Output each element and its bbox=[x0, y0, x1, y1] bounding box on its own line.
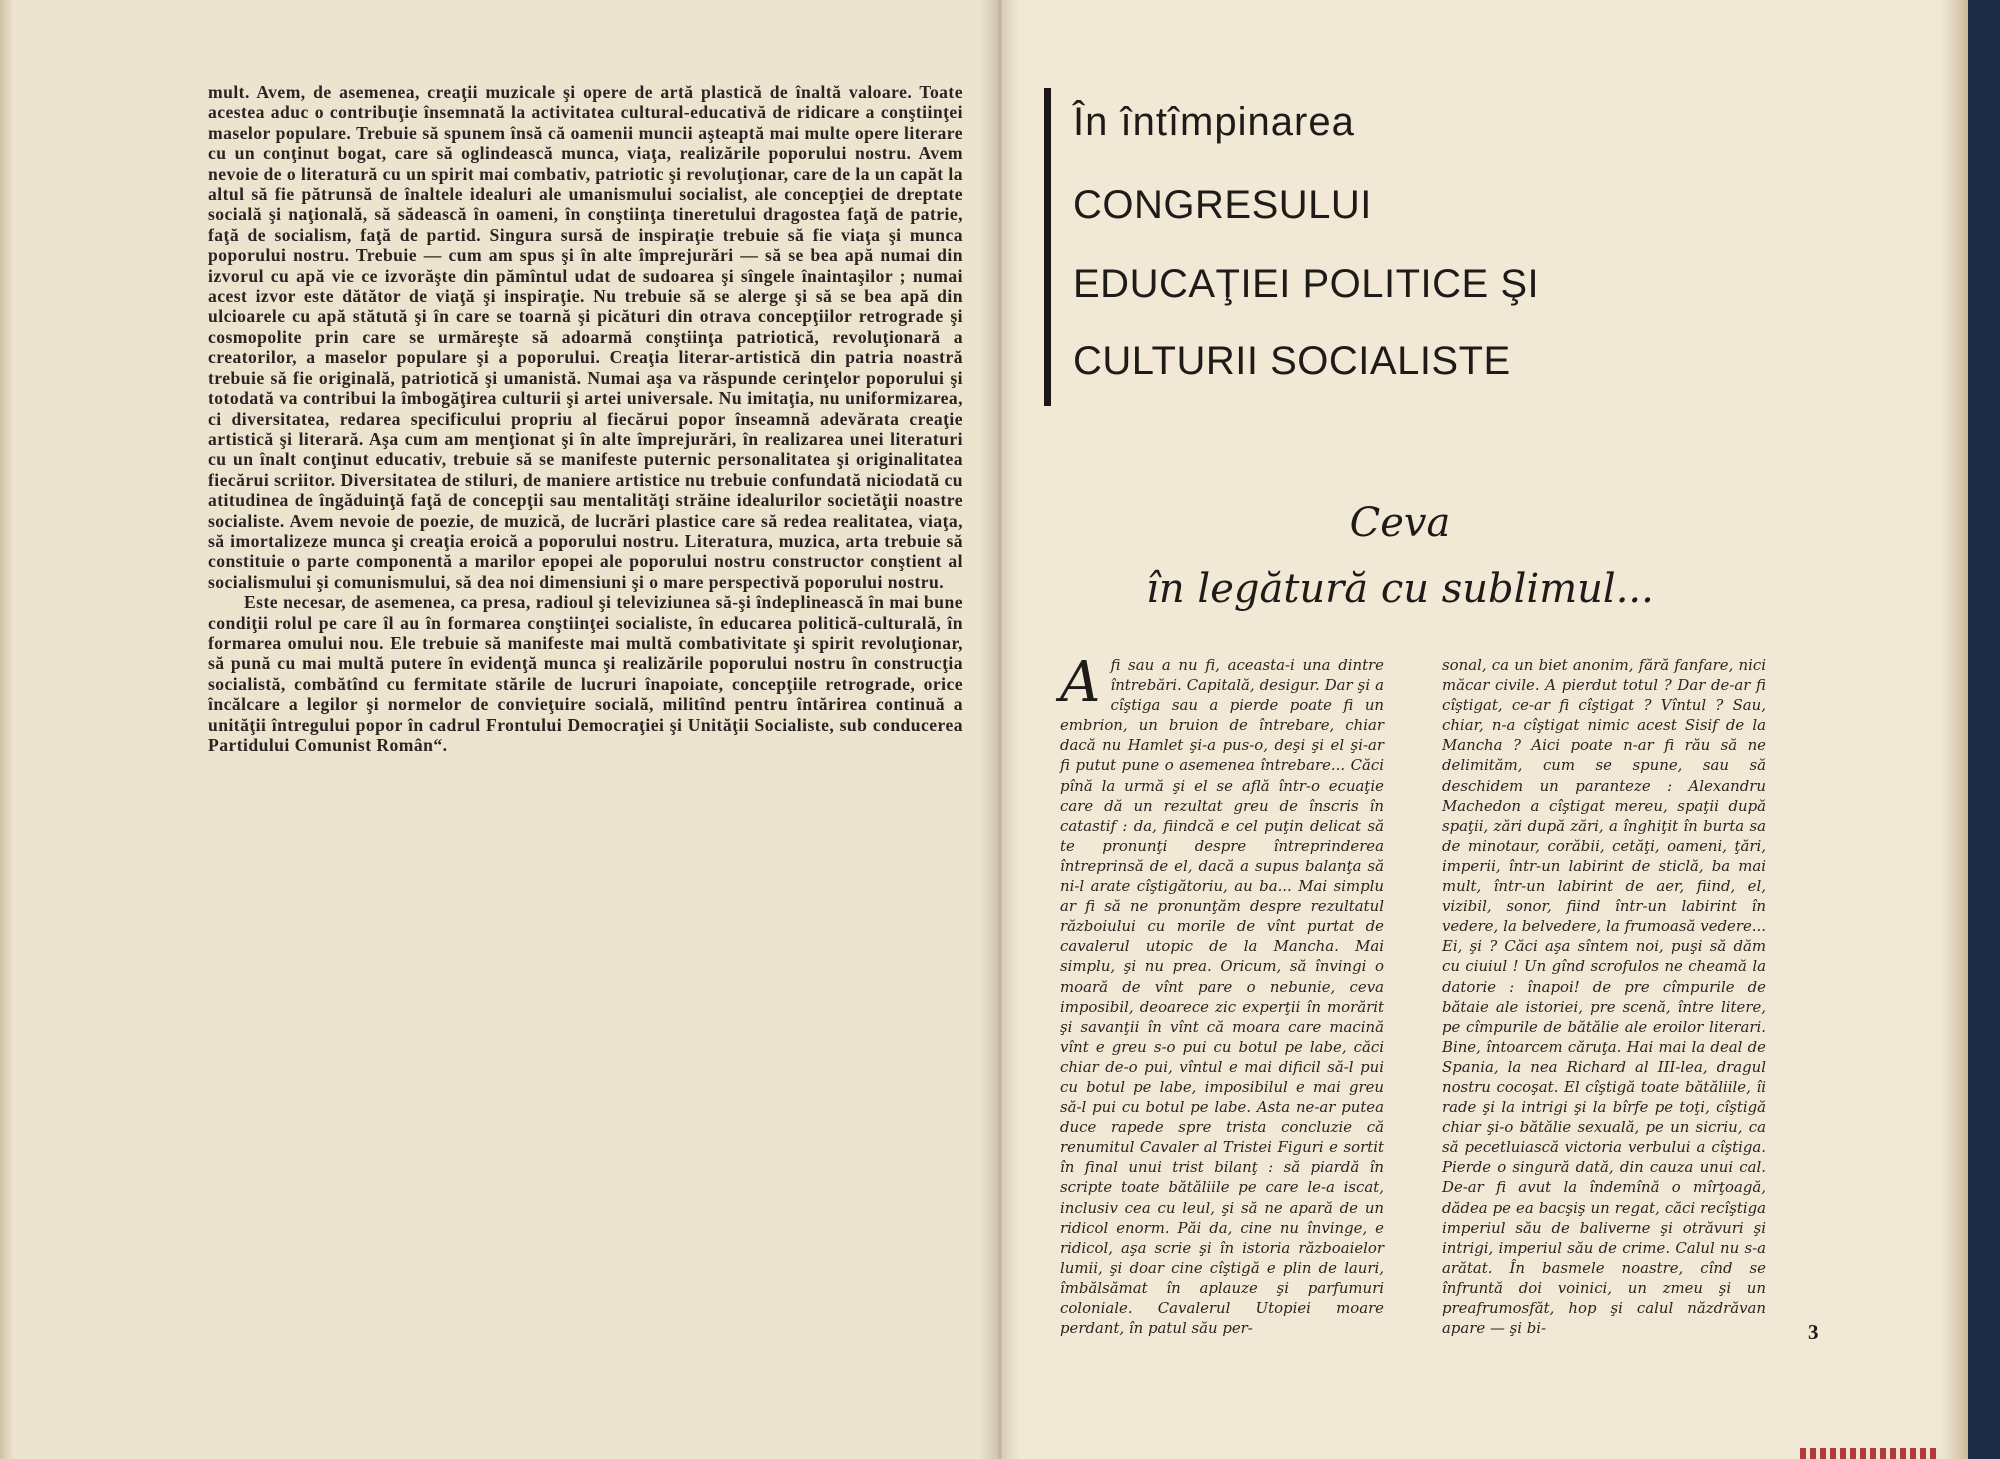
heading-line-3: EDUCAŢIEI POLITICE ŞI bbox=[1073, 262, 1540, 306]
heading-line-1: În întîmpinarea bbox=[1073, 100, 1355, 144]
book-binding bbox=[1968, 0, 2000, 1459]
paragraph: Este necesar, de asemenea, ca presa, radioul şi televiziunea să-şi îndeplinească în mai bune condiţii rolul pe care îl au în formarea conştiinţei socialiste, în educarea politică-culturală, în formarea omului nou. Ele trebuie să manifeste mai multă combativitate şi spirit revoluţionar, să pună cu mai multă putere în evidenţă munca şi realizările poporului nostru în construcţia socialistă, combătînd cu fermitate stările de lucruri înapoiate, concepţiile retrograde, orice încălcare a legilor şi normelor de convieţuire socială, militînd pentru întărirea continuă a unităţii întregului popor în cadrul Frontului Democraţiei şi Unităţii Socialiste, sub conducerea Partidului Comunist Român“. bbox=[208, 592, 963, 755]
heading-line-4: CULTURII SOCIALISTE bbox=[1073, 339, 1511, 383]
article-column-1 bbox=[1060, 650, 1384, 1338]
article-column-2 bbox=[1442, 655, 1766, 1338]
page-number: 3 bbox=[1808, 1320, 1819, 1344]
column-text: fi sau a nu fi, aceasta-i una dintre întrebări. Capitală, desigur. Dar şi a cîştiga sau a pierde poate fi un embrion, un bruion de întrebare, chiar dacă nu Hamlet şi-a pus-o, deşi şi el şi-ar fi putut pune o asemenea întrebare... Căci pînă la urmă şi el se află într-o ecuaţie care dă un rezultat greu de înscris în catastif : da, fiindcă e cel puţin delicat să te pronunţi despre întreprinderea întreprinsă de el, dacă a supus balanţa să ni-l arate cîştigătoriu, au ba... Mai simplu ar fi să ne pronunţăm despre rezultatul războiului cu morile de vînt purtat de cavalerul utopic de la Mancha. Mai simplu, şi nu prea. Oricum, să învingi o moară de vînt pare o nebunie, ceva imposibil, deoarece zic experţii în morărit şi savanţii în vînt că moara care macină vînt e greu s-o pui cu botul pe labe, căci chiar de-o pui, vîntul e mai dificil să-l pui cu botul pe labe, imposibilul e mai greu să-l pui cu botul pe labe. Asta ne-ar putea duce rapede spre trista concluzie că renumitul Cavaler al Tristei Figuri e sortit în final unui trist bilanţ : să piardă în scripte toate bătăliile pe care le-a iscat, inclusiv cea cu leul, şi să ne apară de un ridicol enorm. Păi da, cine nu învinge, e ridicol, aşa scrie şi în istoria războaielor lumii, şi doar cine cîştigă e plin de lauri, îmbălsămat în aplauze şi parfumuri coloniale. Cavalerul Utopiei moare perdant, în patul său per- bbox=[1060, 656, 1384, 1338]
article-title bbox=[1080, 490, 1720, 622]
right-page-edge bbox=[1940, 0, 1968, 1459]
drop-cap: A bbox=[1060, 650, 1101, 715]
right-page bbox=[1000, 0, 1968, 1459]
column-text: sonal, ca un biet anonim, fără fanfare, nici măcar civile. A pierdut totul ? Dar de-ar fi cîştigat, ce-ar fi cîştigat ? Vîntul ? Sau, chiar, n-a cîştigat nimic acest Sisif de la Mancha ? Aici poate n-ar fi rău să ne delimităm, cum se spune, sau să deschidem un paranteze : Alexandru Machedon a cîştigat mereu, spaţii după spaţii, zări după zări, a înghiţit în burta sa de minotaur, corăbii, cetăţi, oameni, ţări, imperii, într-un labirint de sticlă, ba mai mult, într-un labirint de aer, fiind, el, vizibil, sonor, fiind într-un labirint în vedere, la belvedere, la frumoasă vedere... Ei, şi ? Căci aşa sîntem noi, puşi să dăm cu ciuiul ! Un gînd scrofulos ne cheamă la datorie : înapoi! de pre cîmpurile de bătaie ale istoriei, pre scenă, între litere, pe cîmpurile de bătălie ale eroilor literari. Bine, întoarcem căruţa. Hai mai la deal de Spania, la nea Richard al III-lea, dragul nostru cocoşat. El cîştigă toate bătăliile, îi rade şi la intrigi şi la bîrfe pe toţi, cîştigă chiar şi-o bătălie sexuală, pe un sicriu, ca să pecetluiască victoria verbului a cîştiga. Pierde o singură dată, din cauza unui cal. De-ar fi avut la îndemînă o mîrţoagă, dădea pe ea bacşiş un regat, căci recîştiga imperiul său de baliverne şi otrăvuri şi intrigi, imperiul său de crime. Calul nu s-a arătat. În basmele noastre, cînd se înfruntă doi voinici, un zmeu şi un preafrumosfăt, hop şi calul năzdrăvan apare — şi bi- bbox=[1442, 656, 1766, 1338]
heading-line-2: CONGRESULUI bbox=[1073, 183, 1372, 227]
book-gutter bbox=[980, 0, 1020, 1459]
paragraph: mult. Avem, de asemenea, creaţii muzicale şi opere de artă plastică de înaltă valoare. Toate acestea aduc o contribuţie însemnată la activitatea cultural-educativă de ridicare a conştiinţei maselor populare. Trebuie să spunem însă că oamenii muncii aşteaptă mai multe opere literare cu un conţinut bogat, care să oglindească munca, viaţa, realizările poporului nostru. Avem nevoie de o literatură cu un spirit mai combativ, patriotic şi revoluţionar, care de la un capăt la altul să fie pătrunsă de înaltele idealuri ale umanismului socialist, ale concepţiei de dreptate socială şi naţională, să sădească în oameni, în conştiinţa tineretului dragostea faţă de patrie, faţă de socialism, faţă de partid. Singura sursă de inspiraţie trebuie să fie viaţa şi munca poporului nostru. Trebuie — cum am spus şi în alte împrejurări — să se bea apă numai din izvorul cu apă vie ce izvorăşte din pămîntul udat de sudoarea şi sîngele înaintaşilor ; numai acest izvor este dătător de viaţă şi inspiraţie. Nu trebuie să se alerge şi să se bea apă din ulcioarele cu apă stătută şi în care se toarnă şi picături din otrava concepţiilor retrograde şi cosmopolite prin care se urmăreşte să adoarmă conştiinţa patriotică, revoluţionară a creatorilor, a maselor populare şi a poporului. Creaţia literar-artistică din patria noastră trebuie să fie originală, patriotică şi umanistă. Numai aşa va răspunde cerinţelor poporului şi totodată va contribui la îmbogăţirea culturii şi artei universale. Nu imitaţia, nu uniformizarea, ci diversitatea, redarea specificului propriu al fiecărui popor înseamnă adevărata creaţie artistică şi literară. Aşa cum am menţionat şi în alte împrejurări, în realizarea unei literaturi cu un înalt conţinut educativ, trebuie să se manifeste puternic personalitatea şi originalitatea fiecărui scriitor. Diversitatea de stiluri, de maniere artistice nu trebuie confundată niciodată cu atitudinea de îngăduinţă faţă de concepţii sau mentalităţi străine idealurilor societăţii noastre socialiste. Avem nevoie de poezie, de muzică, de lucrări plastice care să redea realitatea, viaţa, să imortalizeze munca şi creaţia eroică a poporului nostru. Literatura, muzica, arta trebuie să constituie o parte componentă a marilor epopei ale poporului nostru constructor conştient al socialismului şi comunismului, să dea noi dimensiuni şi o mare perspectivă poporului nostru. bbox=[208, 82, 963, 592]
heading-rule bbox=[1044, 88, 1051, 406]
left-page-body bbox=[208, 82, 963, 755]
library-stamp bbox=[1800, 1448, 1940, 1459]
article-title-line-1: Ceva bbox=[1349, 500, 1451, 546]
left-page-edge bbox=[0, 0, 14, 1459]
article-title-line-2: în legătură cu sublimul... bbox=[1146, 566, 1654, 612]
